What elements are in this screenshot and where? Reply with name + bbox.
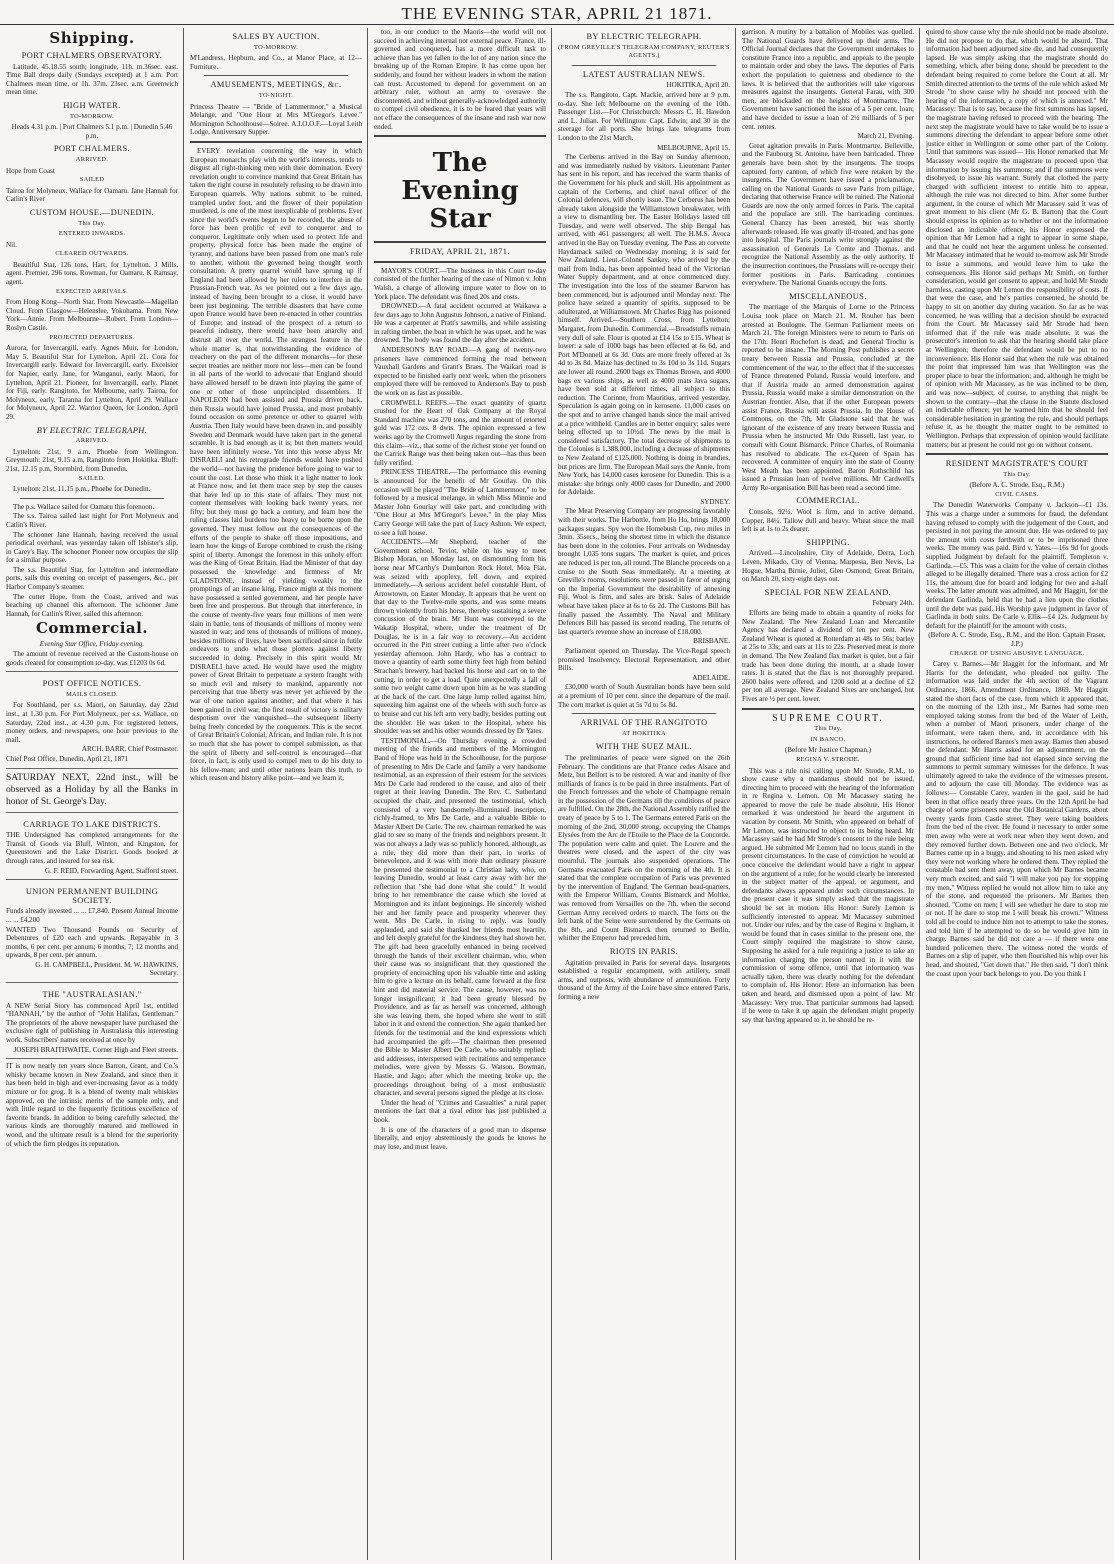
amusements-text: Princess Theatre — "Bride of Lammermoor," a Musical Melange, and "One Hour at Mrs M'Gregor's Levee." Mornington Schoolhouse—Soiree. A.I.O.O.F.—Loyal Leith Lodge, Anniversary Supper.	[190, 102, 362, 137]
sailed-text: Tairoa for Molyneux. Wallace for Oamaru. Jane Hannah for Catlin's River	[6, 186, 178, 204]
regina-heading: REGINA V. STRODE.	[796, 755, 860, 763]
union-sig: G. H. CAMPBELL, President. M. W. HAWKINS, Secretary.	[35, 960, 178, 978]
telegraph-text: Lyttelton: 21st, 9 a.m, Phoebe from Wellington. Greymouth: 21st, 9.15 a.m, Rangitoto from Hokitika. Bluff: 21st, 12.15 p.m, Stormbird, from Dunedin.	[6, 447, 178, 473]
amusements-heading: AMUSEMENTS, MEETINGS, &c.	[210, 80, 342, 90]
riots-text: Agitation prevailed in Paris for several days. Insurgents established a regular encampment, with artillery, small arms, and outposts, with abundance of ammunition. Forty thousand of the Army of the Loire have since entered Paris, forming a new	[558, 958, 730, 1001]
saturday-notice: SATURDAY NEXT, 22nd inst., will be observed as a Holiday by all the Banks in honor of St. George's Day.	[6, 772, 178, 807]
column-2	[190, 28, 362, 1560]
hokitika-text: The s.s. Rangitoto, Capt. Mackie, arrived here at 9 p.m. to-day. She left Melbourne on the evening of the 10th. Passenger List.—For Christchurch: Messrs C. H. Hawdon and L. Julian. For Wellington: Capt. Edwin; and 30 in the steerage for all ports. She brings late telegrams from London to the 21st March.	[558, 90, 730, 142]
post-text: For Southland, per s.s. Maori, on Saturday, day 22nd inst., at 1.30 p.m. For Port Molyneux, per s.s. Wallace, on Saturday, 22nd inst., at 4.30 p.m. For registered letters, money orders, and newspapers, one hour previous to the mail.	[6, 701, 178, 744]
cleared-text: Beautiful Star, 126 tons, Hart, for Lyttelton. J Mills, agent. Premier, 296 tons, Rowman, for Oamaru. K Ramsay, agent.	[6, 260, 178, 287]
high-water-heading: HIGH WATER.	[63, 100, 121, 110]
wallace-text: The p.s. Wallace sailed for Oamaru this forenoon.	[13, 502, 155, 511]
andersons-bay: ANDERSON'S BAY ROAD.—A gang of twenty-two prisoners have commenced forming the road between Vauxhall Gardens and Grant's Braes. The Waikari road is expected to be finished early next week, when the prisoners employed there will be removed to Anderson's Bay to push the work on as fast as possible.	[374, 346, 546, 398]
schooner-text: The schooner Jane Hannah, having received the usual periodical overhaul, was yesterday taken off Isbister's slip, in Carey's Bay. The schooner Pioneer now occupies the slip for a similar purpose.	[6, 530, 178, 565]
telegraph-heading: BY ELECTRIC TELEGRAPH.	[36, 425, 148, 435]
adelaide-text: £30,000 worth of South Australian bonds have been sold at a premium of 10 per cent. since the departure of the mail. The corn market is quiet at 5s 7d to 5s 8d.	[558, 683, 730, 709]
cleared-sub: CLEARED OUTWARDS.	[55, 250, 129, 258]
union-heading: UNION PERMANENT BUILDING SOCIETY.	[25, 887, 159, 905]
shipping-text: Arrived.—Lincolnshire, City of Adelaide, Derra, Loch Leven, Mikado, City of Vienna, Marpesia, Ben Nevis, La Hogue, Martha Birnie, Juliet, Glen Osmond; Great Britain, on March 20, sixty-eight days out.	[742, 549, 914, 584]
arrived-sub: ARRIVED.	[75, 155, 109, 163]
wanted-text: WANTED Two Thousand Pounds on Security of Debentures of £20 each and upwards. Repayable in 3 months, 6 per cent. per annum; 6 months, 7; 12 months and upwards, 8 per cent. per annum.	[6, 925, 178, 960]
regina-continued: quired to show cause why the rule should not be made absolute. He did not propose to do that, which would be absurd. That information had been adjourned sine die, and had consequently lapsed. He was simply asking that the magistrate should do something, which, after being done, should be precedent to the defendant being required to come before the Court at all. Mr Smith directed attention to the terms of the rule which asked Mr Strode "to show cause why he should not proceed with the hearing of the information, a copy of which is annexed." Mr Macassey: That is to say, because the first summons has lapsed, the magistrate having refused to proceed with the hearing. The next step the magistrate would have to take would be to issue a summons directing the defendant to appear before some other justice either in Wellington or some other part of the Colony. Until that summons was issued— His Honor remarked that Mr Macassey would require the magistrate to proceed upon that information by issuing his summons; and if the summons were disobeyed, to issue his warrant. Surely that clothed the party charged with sufficient interest to entitle him to appear, although the rule was not directed to him. After some further argument, in the course of which Mr Macassey said it was of great moment to his client (Mr G. B. Barton) that the Court should express its opinion as to whether or not the information disclosed an indictable offence, his Honor expressed the opinion that Mr Lemon had a right to appear in some shape, and that he could not hear the argument unless he consented. Mr Macassey intimated that he would to-morrow ask Mr Strode to issue a summons, and would leave him to take the consequences. His Honor said perhaps Mr Smith, on further consideration, would get consent to appear, and hold Mr Strode harmless, casting upon Mr Lemon the responsibility of costs. If that were the case, and he's parties consented, he should be happy to sit on another day during vacation. So far as he was concerned, he was willing that a decision should be extracted from the Court. Mr Macassey said Mr Strode had been informed that if the rule was made absolute, it was the prosecutor's intention to ask that the hearing should take place at Wellington; therefore the defendant would be put to no inconvenience. His Honor said that when the rule was obtained the point that impressed him was that Wellington was the proper place to hear the information; and, although he might be of opinion with Mr Macassey, as he was inclined to be then, and was now—subject, of course, to anything that might be shown to the contrary—that the clause in the Statute disclosed an indictable offence; yet he warned him that he should feel considerable hesitation in granting the rule, and should perhaps refuse it, as he thought the matter ought to be remitted to Wellington. Perhaps that expression of opinion would facilitate matters; but at present he could not go on without consent.	[926, 28, 1108, 449]
leader-continued: too, in our conduct to the Maoris—the world will not succeed in achieving internal nor external peace. France, ill-governed and conquered, has a more difficult task to achieve than has yet fallen to the lot of any nation since the breaking up of the Roman Empire. It has come upon her suddenly, and found her without leaders in whom the nation can trust. Accustomed to depend for government on an arbitrary ruler, without an army to overawe the discontented, and without generally-acknowledged authority to compel civil obedience, it is to be feared that years will not efface the consequences of the insane and rash war now ended.	[374, 28, 546, 131]
crimes-casualties: Under the head of "Crimes and Casualties" a rural paper mentions the fact that a rival editor has just published a book.	[374, 1098, 546, 1124]
brisbane-dateline: BRISBANE.	[693, 637, 730, 646]
resident-day: This Day.	[1003, 470, 1031, 478]
column-1	[6, 28, 178, 1560]
projected-text: Aurora, for Invercargill, early. Agnes Muir, for London, May 5. Beautiful Star for Lyttelton, April 21. Cora for Invercargill early. Edward for Invercargill, early. Excelsior for Napier, early. Jane, for Wanganui, early. Maori, for Lyttelton, April 21. Pioneer, for Invercargill, early. Planet for Fiji, early. Rangitoto, for Melbourne, early. Tairoa, for Molyneux, early. Taranna for Lyttelton, April 29. Wallace for Molyneux, April 22. Warrior Queen, for London, April 29.	[6, 344, 178, 421]
latest-heading: LATEST AUSTRALIAN NEWS.	[582, 69, 706, 79]
testimonial: TESTIMONIAL.—On Thursday evening a crowded meeting of the friends and members of the Mornington Band of Hope was held in the Schoolhouse, for the purpose of presenting to Mrs De Carle and family a very handsome testimonial, as an expression of their esteem for the services Mrs De Carle had rendered to the cause, and also of their regret at their leaving Dunedin. The Rev. C. Sutherland occupied the chair, and presented the testimonial, which consisted of a very handsomely-illuminated inscription, richly-framed, to Mrs De Carle, and a valuable Bible to Master Albert De Carle. The rev. chairman remarked he was glad to see so many of the friends and neighbors present. It was not always a lady was so publicly honored, although, as a rule, they did more than their part, in works of benevolence, and it was with more than ordinary pleasure he presented the testimonial to a Christian lady, who, on leaving Dunedin, would at least carry away with her the reflection that "she had done what she could." It would bring to her remembrance the cause which she loved at Mornington and its infant beginnings. He sincerely wished her and her family peace and prosperity wherever they went. Mrs De Carle, in rising to reply, was loudly applauded, and said she thanked her friends most heartily, and felt deeply grateful for the kindness they had shown her. The gift had been gracefully enhanced in being received through the hands of their excellent chairman, who, when their cause was so insignificant that they questioned the propriety of encroaching upon his valuable time and asking him to give a lecture on its behalf, came forward at the first hint and did material service. The cause, however, was no longer insignificant; it had been greatly blessed by Providence, and as far as herself was concerned, although she was leaving them, she hoped where she went to still labor in it and extend the connection. She again thanked her friends for the testimonial and the kind expressions which had accompanied the gift.—The chairman then presented the Bible to Master Albert De Carle, who suitably replied; and addresses, interspersed with recitations and temperance melodies, were given by Messrs G. Watson, Bowman, Hastie, and Jago; after which the meeting broke up, the proceedings throughout being of a most enthusiastic character, and several persons signed the pledge at its close.	[374, 736, 546, 1098]
column-3	[374, 28, 546, 1560]
sales-sub: TO-MORROW.	[253, 43, 298, 51]
amusements-sub: TO-NIGHT.	[258, 91, 294, 99]
cutter-text: The cutter Hope, from the Coast, arrived and was beaching up channel this afternoon. The schooner Jane Hannah, for Catlin's River, sailed this afternoon.	[6, 592, 178, 618]
carriage-sig: G. F. REID, Forwarding Agent, Stafford street.	[44, 866, 178, 875]
shipping-heading-2: SHIPPING.	[806, 537, 850, 547]
post-date: Chief Post Office, Dunedin, April 21, 1871	[6, 754, 129, 763]
special-dateline: February 24th.	[872, 599, 914, 608]
telegraph-sailed-text: Lyttelton: 21st, 11.15 p.m., Phoebe for Dunedin.	[13, 485, 151, 494]
australasian-sig: JOSEPH BRAITHWAITE, Corner High and Fleet streets.	[13, 1045, 178, 1054]
telegraph-arrived: ARRIVED.	[75, 437, 109, 445]
high-water-sub: TO-MORROW.	[69, 112, 114, 120]
good-man: It is one of the characters of a good man to dispense liberally, and enjoy abstemiously the goods he knows he may lose, and must leave.	[374, 1125, 546, 1151]
mails-closed: MAILS CLOSED.	[66, 690, 118, 698]
cromwell-reefs: CROMWELL REEFS.—The exact quantity of quartz crushed for the Heart of Oak Company at the Royal Standard machine was 270 tons, and the amount of retorted gold was 172 ozs. 8 dwts. The opinion expressed a few weeks ago by the Cromwell Argus regarding the stone from this claim—viz., that some of the richest stone yet found on the Carrick Range was then being taken out—has thus been fully verified.	[374, 398, 546, 467]
carriage-text: THE Undersigned has completed arrangements for the Transit of Goods via Bluff, Winton, and Kingston, for Queenstown and the Lake District. Goods booked at through rates, and insured for sea risk.	[6, 831, 178, 865]
melbourne-text: The Cerberus arrived in the Bay on Sunday afternoon, and was immediately rushed by visitors. Lieutenant Panter has sent in his report, and has received the warm thanks of the Government for his pluck and skill. His appointment as captain of the Cerberus, and chief naval officer of the Colonial defences, will shortly issue. The Cerberus has been already taken alongside the Williamstown breakwater, with a view to dismantling her. The Easter Holidays lasted till Tuesday, and were well observed. The ship Bengal has arrived, with 461 passengers; all well. The H.M.S. Avoca arrived in the Bay on Tuesday evening. The Pass an corvette Haydamack sailed on Wednesday morning; it is said for New Zealand. Lieut.-Colonel Sankey, who arrived by the mail from India, has been appointed head of the Victorian Water Supply department, and at once commenced duty. The investigation into the loss of the steamer Barwon has been commenced, but is adjourned until Monday next. The police have seized a quantity of spirits, supposed to be adulterated, at Williamstown. Mr Charles Rigg has poisoned himself. Arrived.—Southern Cross, from Lyttelton; Margaret, from Dunedin. Commercial.—Breadstuffs remain very dull of sale. Flour is quoted at £14 15s to £15. Wheat is lower: a sale of 1000 bags has been effected at 6s 6d, and Port M'Donnell at 6s 3d. Oats are more freely offered at 3s 4d to 3s 8d. Maize has declined to 3s 10d to 3s 11d. Sugars are lower all round. 2600 bags ex Thomas Brown, and 4000 bags ex various ships, as well as 4000 mats Java sugars, have been sold at different times, all subject to this reduction. The Corinne, from Mauritius, arrived yesterday. Speculation is again going on in kerosene. 11,000 cases on the spot and to arrive changed hands since the mail arrived at a price withheld. Candles are in better enquiry; sales were being effected up to 10½d. The news by the mail is considered satisfactory. The total decrease of shipments to the Colonies is 1,388,000, including a decrease of shipments to New Zealand of £125,000. Nothing is doing in brandies, but prices are firm. The European Mail says the Annie, from New York, has 14,000 cases kerosene for Dunedin. This is a mistake: she brings only 4000 cases for Dunedin, and 2000 for Adelaide.	[558, 153, 730, 497]
resident-court-heading: RESIDENT MAGISTRATE'S COURT	[945, 459, 1089, 469]
regina-text: This was a rule nisi calling upon Mr Strode, R.M., to show cause why a mandamus should not be issued, directing him to proceed with the hearing of the information in re Regina v. Lemon. On Mr Macassey stating he appeared to move the rule be made absolute, His Honor remarked it was understood he heard the argument in vacation by consent. Mr Smith, who appeared on behalf of Mr Lemon, was instructed to object to its being heard. Mr Macassey said he had Mr Strode's consent to the rule being argued. He submitted Mr Lemon had no locus standi in the present circumstances. In the case of conviction he would at once conceive the defendant would have a right to appear on the argument of a rule; for he would clearly be interested in the subject matter of the appeal, or argument, and defendants always appeared under such circumstances. In the present case it was simply asked that the magistrate should be set in motion. His Honor: Surely Lemon is sufficiently interested to appear. Mr Macassey submitted not. Under our rules, and by the case of Regina v. Ingham, it would be found that in cases similar to the present one, the Court simply required the magistrate to show cause. Supposing he asked for a rule requiring a justice to take an information charging the person named in it with the commission of some offence, until that information was actually taken, there was clearly nothing for the defendant to complain of. His Honor: Here an information has been taken and heard, and dismissed upon a point of law. Mr Macassey: Very true. That particular summons had lapsed; if he were to take it up again the defendant might properly say that having appeared to it, he should be re-	[742, 766, 914, 1024]
hokitika-dateline: HOKITIKA, April 20.	[666, 81, 730, 90]
carriage-heading: CARRIAGE TO LAKE DISTRICTS.	[23, 819, 161, 829]
observatory-heading: PORT CHALMERS OBSERVATORY.	[21, 51, 163, 60]
observatory-text: Latitude, 45.18.55 south; longitude, 11h. m.36sec. east. Time Ball drops daily (Sundays excepted) at 1 a.m. Port Chalmers mean time, or 1h. 37m. 23sec. a.m. Greenwich mean time.	[6, 62, 178, 97]
projected-sub: PROJECTED DEPARTURES.	[49, 333, 135, 341]
customs-heading: CUSTOM HOUSE.—DUNEDIN.	[29, 207, 155, 217]
special-heading: SPECIAL FOR NEW ZEALAND.	[764, 587, 892, 597]
arrival-heading: ARRIVAL OF THE RANGITOTO	[580, 718, 708, 728]
commercial-heading-2: COMMERCIAL.	[796, 496, 860, 506]
adelaide-dateline: ADELAIDE.	[692, 673, 730, 682]
leader-article: EVERY revelation concerning the way in which European monarchs play with the world's interests, tends to disgust all right-thinking men with their domination. Every revelation ought to convince mankind that Great Britain has taken the right course in resolutely refusing to be drawn into European quarrels. Why nations submit to be ruined, trampled under foot, and the flower of their population murdered, is one of the most inexplicable of problems. Ever since the world's events began to be recorded, the abuse of force has been prolific of evil to conqueror and to conqueror. Legitimate only when used to protect life and property, physical force has been made the engine of tyranny, and nations have been passed from one man's rule to another, without the governed being thought worth consultation. A pretty quarrel would have sprung up if England had been allowed by her rulers to interfere in the Prussian-French war. As we pointed out a few days ago, instead of having been brought to a close, it would have been just beginning. The terrible disasters that have come upon France would have been re-enacted in other countries of Europe; and instead of the prospect of a return to peaceful industry, there would have been anarchy and distrust all over the world. The strangest feature in the whole matter is, that notwithstanding the evidence of treachery on the part of the different monarchs—for these secret treaties are neither more nor less—men can be found in all parts of the world to advocate that England should have allowed herself to be drawn into playing the game of one or other of those unprincipled dissemblers. If NAPOLEON had been assisted and Prussia driven back, then Russia would have joined Prussia, and most probably found occasion on some pretence or other to quarrel with Austria. Then Italy would have been drawn in, and possibly Sweden and Denmark would have taken part in the general scramble. It is bad enough as it is; but then matters would have been infinitely worse. Yet into this worse abyss Mr DISRAELI and his retrograde friends would have pushed the world—not having the prudence before going to war to count the cost. Let those who think it a light matter to look at France now, and let them trace step by step the causes that have led up to this state of affairs. They must not content themselves with looking back twenty years, nor fifty; but they must go back a century, and learn how the ruling classes laid burdens too heavy to be borne upon the governed. They must follow out the consequences of the efforts of the people to shake off those impositions, and learn how the kings of Europe combined to crush the rising spirit of liberty. Amongst the foremost in this unholy effort was the King of Great Britain. Had the Minister of that day possessed the knowledge and firmness of Mr GLADSTONE, instead of yielding weakly to the promptings of an insane king, France might at this moment have possessed a settled government, and her people have been free and prosperous. But through that interference, in the course of twenty-five years four millions of men were slain in battle, tens of thousands of millions of money were wasted in war; and tens of thousands of millions of money, besides millions of lives, have been sacrificed since in futile endeavors to undo what those plotters against liberty succeeded in doing. Precisely in this spirit would Mr DISRAELI have acted. He would have used the mighty power of Great Britain to perpetuate a system fraught with so much evil and misery to mankind, apparently not perceiving that true liberty was never yet achieved by the war of one nation against another; and that where it has been gained in civil war, the first result of victory is military despotism over the vanquished—the subsequent liberty being freely conceded by the conquerors. This is the secret of Great Britain's Colonial, African, and Indian rule. It is not so much that she has power to compel submission, as that the spirit of liberty and self-control is encouraged—that force, in fact, is only used to compel men to do his duty to his fellow-man; and until other nations learn this truth, to which reason and history alike point—and we learn it,	[190, 146, 362, 783]
beautiful-star-text: The s.s. Beautiful Star, for Lyttelton and intermediate ports, sails this evening on receipt of passengers, &c., per Harbor Company's steamer.	[6, 565, 178, 592]
telegraph-heading-2: BY ELECTRIC TELEGRAPH.	[586, 32, 702, 41]
mayors-court: MAYOR'S COURT.—The business in this Court to-day consisted of the further hearing of the case of Nimon v. John Walsh, a charge of allowing impure water to flow on to York place. The defendant was fined 20s and costs.	[374, 266, 546, 301]
australasian-heading: THE "AUSTRALASIAN."	[42, 990, 142, 1000]
civil-heading: CIVIL CASES.	[995, 490, 1039, 498]
column-6	[926, 28, 1108, 1560]
postmaster-sig: ARCH. BARR, Chief Postmaster.	[81, 745, 178, 754]
entered-sub: ENTERED INWARDS.	[58, 230, 126, 238]
commercial-text: Consols, 92½. Wool is firm, and in active demand. Copper, 84¼. Tallow dull and heavy. Wheat since the mail left is at 1s to 2s dearer.	[742, 508, 914, 534]
telegraph-sailed: SAILED.	[78, 474, 106, 482]
column-5	[742, 28, 914, 1560]
arrived-text: Hope from Coast	[6, 166, 55, 175]
resident-before: (Before A. C. Strode, Esq., R.M.)	[969, 481, 1065, 490]
telegraph-source: (FROM GREVILLE'S TELEGRAM COMPANY, REUTER'S AGENTS.)	[558, 43, 730, 60]
brisbane-text: Parliament opened on Thursday. The Vice-Regal speech promised Insolvency, Electoral Representation, and other Bills.	[558, 646, 730, 673]
union-text: Funds already invested ... ... £7,840. Present Annual Income ... ... £4,200	[6, 907, 178, 924]
riots-continued: garrison. A mutiny by a battalion of Mobiles was quelled. The National Guards have delivered up their arms. The Official Journal declares that the Government undertakes to constitute France into a republic, and appeals to the people to maintain order and obey the laws. The deputies of Paris exhort the population to quietness and obedience to the laws. It is believed that the authorities will take vigorous measures against the insurgents. General Farau, with 300 men, are blockaded on the heights of Montmartre. The Government have sanctioned the issue of a 5 per cent. loan; and have decided to issue a loan of 2½ milliards of 5 per cent. rentes.	[742, 28, 914, 131]
arrival-text: The preliminaries of peace were signed on the 26th February. The conditions are that France cedes Alsace and Metz, but Belfort is to be restored. A war and inanity of five milliards of francs is to be paid in three instalments. Part of the French fortresses and the whole of Champagne remain in the possession of the Germans till the conditions of peace are fulfilled. On the 28th, the National Assembly ratified the treaty of peace by 5 to 1. The Germans entered Paris on the morning of the 2nd, 30,000 strong, occupying the Champs Elysées from the Arc de l'Etoile to the Place de la Concorde. The population were calm and quiet. The Louvre and the theatres were closed, and the aspect of the city was mournful. The journals also suspended operations. The Germans evacuated Paris on the morning of the 4th. It is stated that the complete occupation of Paris was prevented by the intervention of England. The German head-quarters, with the Emperor William, Counts Bismarck and Moltke, was removed from Versailles on the 7th, when the second German Army received orders to march. The forts on the left bank of the Seine were surrendered by the Germans on the 8th, and Count Bismarck then returned to Berlin, whither the Emperor had preceded him.	[558, 753, 730, 943]
miscellaneous-text: The marriage of the Marquis of Lorne to the Princess Louisa took place on March 21. M. Rouher has been arrested at Boulogne. The German Parliament meets on March 21. The foreign Ministers were to return to Paris on the 17th. Henri Rochefort is dead, and General Trochu is reported to be insane. The Morning Post publishes a secret treaty between Russia and Prussia, concluded at the commencement of the war, to the effect that if the successes of France threatened Poland, Russia would interfere, and that if Austria made an armed demonstration against Prussia, Russia would make a similar demonstration on the Austrian frontier. Also, that if the other European powers assist France, Russia will assist Prussia. In the House of Commons, on the 7th, Mr Gladstone said that he was ignorant of the existence of any treaty between Russia and Prussia when he instructed Mr Odo Russell, last year, to consult with Count Bismarck. Prince Charles, of Roumania has resolved to abdicate. The ex-Queen of Spain has recovered. A committee of enquiry into the state of County West Meath has been appointed. Baron Rothschild has issued a Prussian loan of twelve millions. Mr Cardwell's Army Re-organisation Bill has been read a second time.	[742, 303, 914, 492]
riots-heading: RIOTS IN PARIS.	[609, 946, 679, 956]
supreme-before: (Before Mr Justice Chapman.)	[784, 746, 872, 755]
customs-day: This Day.	[78, 219, 106, 227]
drowned: DROWNED.—A fatal accident occurred at Waikawa a few days ago to John Augustus Johnson, a native of Finland. He was a carpenter at Pratt's sawmills, and while assisting in rafting timber, the boat in which he was upset, and he was drowned. The body was found the day after the accident.	[374, 302, 546, 345]
expected-sub: EXPECTED ARRIVALS.	[55, 287, 129, 295]
dateline: FRIDAY, APRIL 21, 1871.	[410, 247, 510, 257]
whisky-text: IT is now nearly ten years since Barron, Grant, and Co.'s whisky became known in New Zealand, and since then it has been held in high and ever-increasing favor as a toddy mixture or for grog. It is a blend of twenty malt whiskies approved, on the intrinsic merits of the sample only, and with little regard to the frequently fictitious excellence of favorite brands. In addition to being carefully selected, the various kinds are thoroughly matured and mellowed in wood, and the ultimate result is a blend for the superiority of which the firm pledges its reputation.	[6, 1062, 178, 1148]
post-heading: POST OFFICE NOTICES.	[42, 679, 142, 689]
commercial-heading: Commercial.	[35, 619, 149, 638]
entered-text: Nil.	[6, 240, 17, 249]
special-text: Efforts are being made to obtain a quantity of rooks for New Zealand. The New Zealand Loan and Mercantile Agency has declared a dividend of ten per cent. New Zealand Wheat is quoted at Rotterdam at 48s to 56s; barley at 25s to 33s; and oats at 11s to 22s. Preserved meat is more in demand. The New Zealand flax market is quiet, but a fair trade has been done during the month, at a shade lower rates. It is stated that the flax is not thoroughly prepared. 2600 bales were offered, and 1200 sold at a decline of £2 per ton all average. New Zealand Sixes are unchanged, but Fives are ½ per cent. lower.	[742, 609, 914, 703]
sailed-sub: SAILED	[79, 176, 105, 184]
shipping-heading: Shipping.	[49, 29, 135, 47]
column-4	[558, 28, 730, 1560]
australasian-text: A NEW Serial Story has commenced April 1st, entitled "HANNAH," by the author of "John Halifax, Gentleman." The proprietors of the above newspaper have purchased the exclusive right of publishing in Australasia this interesting work. Subscribers' names received at once by	[6, 1001, 178, 1045]
arrival-sub-2: WITH THE SUEZ MAIL.	[595, 742, 693, 752]
before-2: (Before A. C. Strode, Esq., R.M., and the Hon. Captain Fraser, J.P.)	[928, 631, 1106, 648]
march-text: Great agitation prevails in Paris. Montmartre, Belleville, and the Faubourg St. Antoine, have been barricaded. Three generals have been shot by the insurgents. The troops captured forty cannon, of which five were retaken by the insurgents. The Government have issued a proclamation, calling on the National Guards to save Paris from pillage, declaring that otherwise France will be ruined. The National Guards are now the only armed forces in Paris. The capital and the populace are still. The barricading continues. General Chanzy has been arrested, but was shortly afterwards released. He was greatly ill-treated, and has gone into hospital. The Paris journals write strongly against the assassination of Generals Le Comte and Thomas, and recognize the National Assembly as the only authority. If the insurrection continues, the Prussians will re-occupy their former positions in Paris. Barricading continues everywhere. The National Guards occupy the forts.	[742, 141, 914, 288]
supreme-court-heading: SUPREME COURT.	[772, 712, 884, 724]
revenue-text: The amount of revenue received at the Custom-house on goods cleared for consumption to-day, was £1203 0s 6d.	[6, 650, 178, 667]
arrival-sub-1: AT HOKITIKA	[622, 729, 666, 737]
sales-heading: SALES BY AUCTION.	[232, 32, 320, 41]
supreme-day: This Day.	[814, 725, 842, 733]
charge-heading: CHARGE OF USING ABUSIVE LANGUAGE.	[949, 649, 1085, 657]
princess-theatre: PRINCESS THEATRE.—The performance this evening is announced for the benefit of Mr Gourlay. On this occasion will be played "The Bride of Lammermoor," to be followed by a musical melange, in which Miss Minnie and Master John Gourlay will take part, and concluding with "One Hour at Mrs M'Gregor's Levee." In the play Miss Carry George will take the part of Lucy Ashton. We expect, to see a full house.	[374, 468, 546, 537]
port-heading: PORT CHALMERS.	[53, 144, 131, 154]
melbourne-dateline: MELBOURNE, April 15.	[657, 143, 730, 152]
sydney-text: The Meat Preserving Company are progressing favorably with their works. The Harbottle, from Ho Ho, brings 18,000 packages sugars. Spy won the Homebush Cup, two miles in 3min. 35secs., being the shortest time in which the distance has been done in the colonies. Four arrivals on Wednesday brought 1,035 tons sugars. The market is quiet, and prices are reduced 1s per ton, all round. The Blanche proceeds on a cruise to the South Seas immediately. At a meeting at Greville's rooms, resolutions were passed in favor of urging on the Imperial Government the desirability of annexing Fiji. Wool is firm, and sales are brisk. Sales of Adelaide wheat have taken place at 6s to 6s 2d. The Customs Bill has finally passed the Assembly. The Naval and Military Defences Bill has passed its second reading. The returns of last quarter's revenue show an increase of £18,000.	[558, 507, 730, 636]
office-line: Evening Star Office, Friday evening.	[39, 640, 145, 649]
expected-text: From Hong Kong—North Star. From Newcastle—Magellan Cloud. From Glasgow—Helenslee, Yokohama. From New York—Annie. From Melbourne—Robert. From London—Roslyn Castle.	[6, 298, 178, 333]
charge-text: Carey v. Barnes.—Mr Haggitt for the informant, and Mr Harris for the defendant, who pleaded not guilty. The information was laid under the 4th section of the Vagrant Ordinance, 1866, Amendment Ordinance, 1869. Mr Haggitt stated the short facts of the case, from which it appeared that, on the morning of the 12th inst., Mr Barnes had some men employed taking stones from the bed of the Water of Leith, when a number of Maori prisoners, under charge of the informant, were taken there, and, in accordance with his instructions, he ordered Barnes's men away. Barnes then abused the defendant. Mr Harris asked for an adjournment, on the ground that sufficient time had not elapsed since serving the summons to permit summary witnesses for the defence. It was ultimately agreed to take the evidence of the witnesses present, and to adjourn the case till Monday. The evidence was as follows:— Constable Carey, warden in the gaol, said he had been in that office nearly three years. On the 12th April he had charge of some prisoners near the Old Botanical Gardens, about twenty yards from Castle street. They were taking boulders from the bed of the river. He found it necessary to order some men away who were at work near when they went down, and they removed further down. Between one and two o'clock, Mr Barnes came up in a buggy, and shouting to his men asked why they were not working where he ordered them. They replied the constable had sent them away, upon which Mr Barnes became very much excited, and said "I will make you pay for stopping my men." Witness replied he would not allow him to take any of the stone, and requested the prisoners. Mr Barnes then shouted, "Come on men; I will see whether he dare to stop me or not. If he dare to stop me I will break his crown." Witness told all he could to induce him not to attempt to take the stones, and told him if he attempted to do so he would give him in charge. Barnes said he did not care a — if there were one hundred policemen there. The witness noted the words of Barnes on a slip of paper, who then flourished his whip over his head, and shouted, "Get down that." He then said, "I don't think the coast upon your back belongs to you. Do you think I	[926, 660, 1108, 978]
miscellaneous-heading: MISCELLANEOUS.	[789, 291, 867, 301]
march-dateline: March 21, Evening.	[857, 132, 914, 141]
civil-text: The Dunedin Waterworks Company v. Jackson—£1 13s. This was a charge under a summons for fraud, the defendant having refused to comply with the judgement of the Court, and persisted in not paying the amount due. He was ordered to pay the amount with costs forthwith or to be imprisoned three weeks. The money was paid. Bird v. Yates.—16s 9d for goods supplied. Judgment by default for the plaintiff. Templeton v. Garlinda.—£5. This was a claim for the value of certain clothes alleged to be illegally detained. There was a cross action for £2 11s, the amount due for board and lodging for two and a-half weeks. The latter amount was admitted, and Mr Haggitt, for the defendant Garlinda, held that he had a lien upon the clothes until the debt was paid. His Worship gave judgment in favor of Garlinda in both suits. De Carle v. Ellis—£4 12s. Judgment by default for the plaintiff for the amount with costs.	[926, 501, 1108, 630]
evening-star-masthead: The Evening Star	[401, 148, 519, 235]
masthead-title: THE EVENING STAR, APRIL 21 1871.	[401, 4, 713, 23]
high-water-row: Heads 4.31 p.m. | Port Chalmers 5.1 p.m. | Dunedin 5.46 p.m.	[11, 123, 173, 140]
sales-text: M'Landress, Hepburn, and Co., at Manor Place, at 12—Furniture.	[190, 54, 362, 71]
supreme-banco: IN BANCO.	[810, 735, 846, 743]
tairoa-text: The s.s. Tairoa sailed last night for Port Molyneux and Catlin's River.	[6, 512, 178, 529]
sydney-dateline: SYDNEY.	[700, 497, 730, 506]
accidents: ACCIDENTS.—Mr Shepherd, teacher of the Government school, Teviot, while on his way to meet Bishop Moran, on Monday last, on dismounting from his horse near M'Carthy's Dumbarton Rock Hotel, Moa Flat, was seized with apoplexy, fell down, and expired immediately.—A serious accident befel constable Hunt, of Arrowtown, on Easter Monday. It appears that he went on that day to the Twelve-mile sports, and was some means thrown violently from his horse, thereby sustaining a severe concussion of the brain. Mr Hunt was conveyed to the Wakatip Hospital, where, under the treatment of Dr Douglas, he is in a fair way to recovery.—An accident occurred in the Pitt street cutting a little after two o'clock yesterday afternoon. John Hardy, who has a contract to move a quantity of earth some thirty feet high from behind Strachan's brewery, had backed his horse and cart on to the cutting, in order to get a load. Quite unexpectedly a fall of some two weight came down upon him as he was standing at the back of the cart. One large lump rolled against him, squeezing him against one of the wheels with such force as to bruise and cut his left arm very badly, besides putting out the shoulder. He was taken to the Hospital, where his shoulder was set and his other wounds dressed by Dr Yates.	[374, 538, 546, 736]
masthead	[0, 0, 1114, 25]
